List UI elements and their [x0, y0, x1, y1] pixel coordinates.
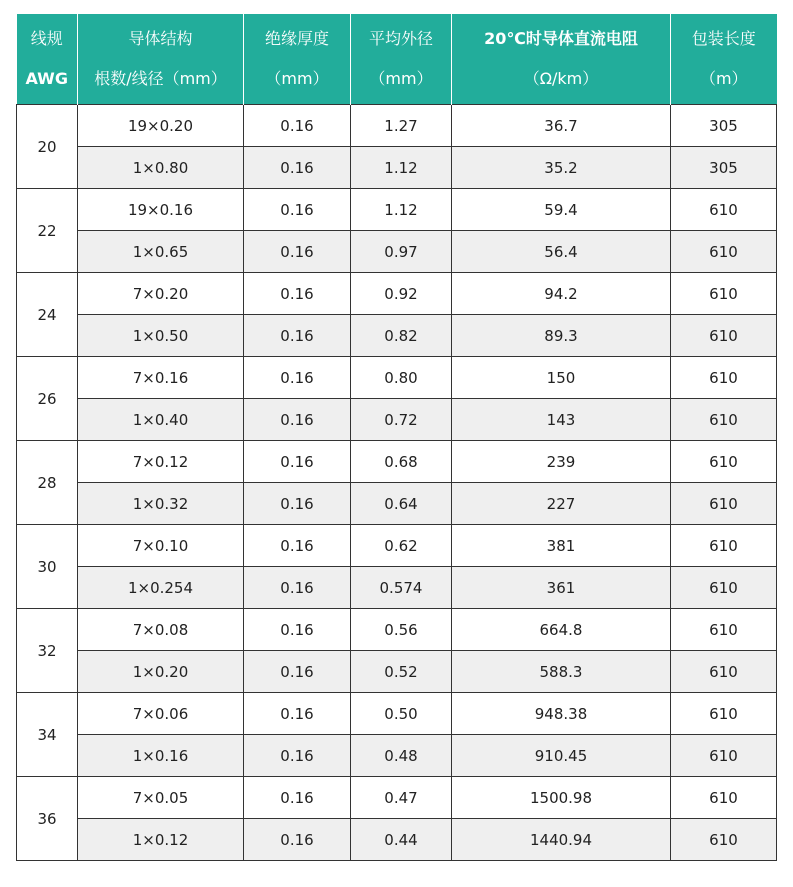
od-cell: 1.12 — [351, 147, 452, 189]
od-cell: 0.92 — [351, 273, 452, 315]
resistance-cell: 35.2 — [452, 147, 671, 189]
od-cell: 0.64 — [351, 483, 452, 525]
structure-cell: 7×0.12 — [78, 441, 244, 483]
resistance-cell: 89.3 — [452, 315, 671, 357]
resistance-cell: 56.4 — [452, 231, 671, 273]
resistance-cell: 910.45 — [452, 735, 671, 777]
awg-cell: 20 — [17, 105, 78, 189]
header-row — [17, 14, 777, 105]
header-awg — [17, 14, 78, 105]
structure-cell: 1×0.65 — [78, 231, 244, 273]
header-length-line1: 包装长度 — [691, 29, 756, 48]
length-cell: 610 — [671, 651, 777, 693]
table-row — [17, 777, 777, 819]
header-resistance-line2: （Ω/km） — [523, 69, 599, 88]
structure-cell: 19×0.16 — [78, 189, 244, 231]
length-cell: 610 — [671, 273, 777, 315]
insulation-cell: 0.16 — [244, 651, 351, 693]
awg-cell: 30 — [17, 525, 78, 609]
structure-cell: 1×0.20 — [78, 651, 244, 693]
table-row — [17, 651, 777, 693]
length-cell: 610 — [671, 735, 777, 777]
resistance-cell: 1440.94 — [452, 819, 671, 861]
header-conductor-line2: 根数/线径（mm） — [94, 69, 227, 88]
insulation-cell: 0.16 — [244, 273, 351, 315]
structure-cell: 1×0.16 — [78, 735, 244, 777]
insulation-cell: 0.16 — [244, 735, 351, 777]
length-cell: 610 — [671, 315, 777, 357]
insulation-cell: 0.16 — [244, 777, 351, 819]
header-conductor-line1: 导体结构 — [128, 29, 193, 48]
header-length-line2: （m） — [699, 69, 748, 88]
table-row — [17, 609, 777, 651]
length-cell: 610 — [671, 693, 777, 735]
table-row — [17, 441, 777, 483]
table-row — [17, 273, 777, 315]
header-insulation-line1: 绝缘厚度 — [264, 29, 329, 48]
od-cell: 0.82 — [351, 315, 452, 357]
header-insulation-line2: （mm） — [265, 69, 329, 88]
table-row — [17, 483, 777, 525]
table-header — [17, 14, 777, 105]
awg-cell: 34 — [17, 693, 78, 777]
wire-spec-table — [16, 14, 777, 861]
insulation-cell: 0.16 — [244, 441, 351, 483]
awg-cell: 28 — [17, 441, 78, 525]
header-awg-line1: 线规 — [30, 29, 63, 48]
structure-cell: 7×0.16 — [78, 357, 244, 399]
length-cell: 610 — [671, 441, 777, 483]
insulation-cell: 0.16 — [244, 567, 351, 609]
resistance-cell: 361 — [452, 567, 671, 609]
header-package-length — [671, 14, 777, 105]
insulation-cell: 0.16 — [244, 399, 351, 441]
od-cell: 0.47 — [351, 777, 452, 819]
length-cell: 610 — [671, 525, 777, 567]
insulation-cell: 0.16 — [244, 609, 351, 651]
od-cell: 0.68 — [351, 441, 452, 483]
awg-cell: 22 — [17, 189, 78, 273]
table-row — [17, 567, 777, 609]
insulation-cell: 0.16 — [244, 525, 351, 567]
table-row — [17, 315, 777, 357]
insulation-cell: 0.16 — [244, 189, 351, 231]
header-od-line1: 平均外径 — [368, 29, 433, 48]
resistance-cell: 150 — [452, 357, 671, 399]
structure-cell: 1×0.40 — [78, 399, 244, 441]
table-row — [17, 357, 777, 399]
awg-cell: 36 — [17, 777, 78, 861]
length-cell: 610 — [671, 609, 777, 651]
od-cell: 1.27 — [351, 105, 452, 147]
insulation-cell: 0.16 — [244, 483, 351, 525]
table-row — [17, 399, 777, 441]
table-row — [17, 735, 777, 777]
structure-cell: 7×0.05 — [78, 777, 244, 819]
table-row — [17, 525, 777, 567]
od-cell: 0.72 — [351, 399, 452, 441]
od-cell: 0.52 — [351, 651, 452, 693]
insulation-cell: 0.16 — [244, 357, 351, 399]
header-average-od — [351, 14, 452, 105]
structure-cell: 1×0.12 — [78, 819, 244, 861]
resistance-cell: 381 — [452, 525, 671, 567]
resistance-cell: 239 — [452, 441, 671, 483]
header-resistance-line1: 20℃时导体直流电阻 — [484, 29, 638, 48]
resistance-cell: 59.4 — [452, 189, 671, 231]
table-body — [17, 105, 777, 861]
od-cell: 0.97 — [351, 231, 452, 273]
table-row — [17, 189, 777, 231]
awg-cell: 32 — [17, 609, 78, 693]
resistance-cell: 143 — [452, 399, 671, 441]
awg-cell: 26 — [17, 357, 78, 441]
table-row — [17, 105, 777, 147]
table-row — [17, 819, 777, 861]
table-row — [17, 693, 777, 735]
od-cell: 0.44 — [351, 819, 452, 861]
resistance-cell: 227 — [452, 483, 671, 525]
table-row — [17, 231, 777, 273]
length-cell: 610 — [671, 483, 777, 525]
od-cell: 1.12 — [351, 189, 452, 231]
header-od-line2: （mm） — [369, 69, 433, 88]
header-conductor-structure — [78, 14, 244, 105]
insulation-cell: 0.16 — [244, 819, 351, 861]
structure-cell: 1×0.50 — [78, 315, 244, 357]
insulation-cell: 0.16 — [244, 693, 351, 735]
structure-cell: 7×0.06 — [78, 693, 244, 735]
od-cell: 0.62 — [351, 525, 452, 567]
od-cell: 0.50 — [351, 693, 452, 735]
insulation-cell: 0.16 — [244, 231, 351, 273]
resistance-cell: 36.7 — [452, 105, 671, 147]
length-cell: 305 — [671, 105, 777, 147]
header-awg-line2: AWG — [25, 69, 68, 88]
structure-cell: 1×0.80 — [78, 147, 244, 189]
length-cell: 610 — [671, 231, 777, 273]
resistance-cell: 664.8 — [452, 609, 671, 651]
resistance-cell: 94.2 — [452, 273, 671, 315]
od-cell: 0.574 — [351, 567, 452, 609]
table-row — [17, 147, 777, 189]
insulation-cell: 0.16 — [244, 147, 351, 189]
od-cell: 0.56 — [351, 609, 452, 651]
structure-cell: 19×0.20 — [78, 105, 244, 147]
od-cell: 0.80 — [351, 357, 452, 399]
resistance-cell: 588.3 — [452, 651, 671, 693]
length-cell: 610 — [671, 777, 777, 819]
length-cell: 305 — [671, 147, 777, 189]
structure-cell: 1×0.254 — [78, 567, 244, 609]
header-dc-resistance — [452, 14, 671, 105]
length-cell: 610 — [671, 819, 777, 861]
awg-cell: 24 — [17, 273, 78, 357]
header-insulation-thickness — [244, 14, 351, 105]
length-cell: 610 — [671, 357, 777, 399]
length-cell: 610 — [671, 189, 777, 231]
length-cell: 610 — [671, 399, 777, 441]
resistance-cell: 948.38 — [452, 693, 671, 735]
resistance-cell: 1500.98 — [452, 777, 671, 819]
length-cell: 610 — [671, 567, 777, 609]
structure-cell: 1×0.32 — [78, 483, 244, 525]
insulation-cell: 0.16 — [244, 315, 351, 357]
structure-cell: 7×0.10 — [78, 525, 244, 567]
structure-cell: 7×0.20 — [78, 273, 244, 315]
od-cell: 0.48 — [351, 735, 452, 777]
structure-cell: 7×0.08 — [78, 609, 244, 651]
insulation-cell: 0.16 — [244, 105, 351, 147]
